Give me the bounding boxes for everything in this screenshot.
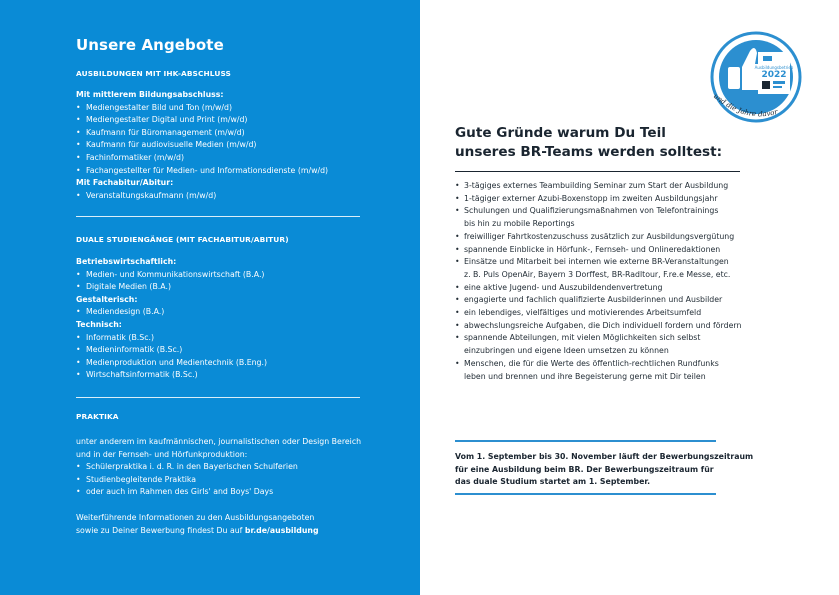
list-item: • Wirtschaftsinformatik (B.Sc.) xyxy=(76,369,267,382)
list-item: • Medien- und Kommunikationswirtschaft (B.A.) xyxy=(76,269,267,282)
training-company-badge xyxy=(702,31,814,131)
reason-item: • spannende Einblicke in Hörfunk-, Fernseh- und Onlineredaktionen xyxy=(455,244,741,257)
notice-top-rule xyxy=(455,440,716,442)
bwl-label: Betriebswirtschaftlich: xyxy=(76,257,177,266)
list-item: • Mediengestalter Digital und Print (m/w/d) xyxy=(76,114,328,127)
praktika-intro: unter anderem im kaufmännischen, journalistischen oder Design Bereich xyxy=(76,437,362,446)
badge-label: Ausbildungsbetrieb xyxy=(754,65,794,70)
duale-heading: DUALE STUDIENGÄNGE (MIT FACHABITUR/ABITUR) xyxy=(76,235,289,244)
more-info-prefix: sowie zu Deiner Bewerbung findest Du auf xyxy=(76,525,245,535)
ihk-list xyxy=(76,89,328,202)
headline-line2: unseres BR-Teams werden solltest: xyxy=(455,144,723,160)
reason-item: • 1-tägiger externer Azubi-Boxenstopp im zweiten Ausbildungsjahr xyxy=(455,193,741,206)
reason-item: • eine aktive Jugend- und Auszubildendenvertretung xyxy=(455,282,741,295)
ihk-group2-label: Mit Fachabitur/Abitur: xyxy=(76,178,174,188)
notice-bottom-rule xyxy=(455,493,716,495)
list-item: • Mediendesign (B.A.) xyxy=(76,306,267,319)
list-item: • Mediengestalter Bild und Ton (m/w/d) xyxy=(76,102,328,115)
reason-item: • abwechslungsreiche Aufgaben, die Dich individuell fordern und fördern xyxy=(455,320,741,333)
divider xyxy=(76,216,360,217)
ihk-heading: AUSBILDUNGEN MIT IHK-ABSCHLUSS xyxy=(76,69,231,78)
headline-line1: Gute Gründe warum Du Teil xyxy=(455,125,666,141)
more-info-line2 xyxy=(76,525,319,538)
list-item: • Informatik (B.Sc.) xyxy=(76,332,267,345)
badge-tagline: und die Jahre davor xyxy=(711,92,779,119)
list-item: • Schülerpraktika i. d. R. in den Bayerischen Schulferien xyxy=(76,461,361,474)
list-item: • Studienbegleitende Praktika xyxy=(76,474,361,487)
page-title: Unsere Angebote xyxy=(76,36,224,54)
reason-item-continued: bis hin zu mobile Reportings xyxy=(464,219,575,229)
reason-item: • engagierte und fachlich qualifizierte Ausbilderinnen und Ausbilder xyxy=(455,294,741,307)
application-notice xyxy=(455,451,753,489)
praktika-list xyxy=(76,436,361,499)
reason-item-continued: z. B. Puls OpenAir, Bayern 3 Dorffest, BR-Radltour, F.re.e Messe, etc. xyxy=(464,269,731,279)
gestalterisch-label: Gestalterisch: xyxy=(76,294,138,304)
more-info xyxy=(76,512,319,537)
reason-item: • ein lebendiges, vielfältiges und motivierendes Arbeitsumfeld xyxy=(455,307,741,320)
list-item: • Kaufmann für Büromanagement (m/w/d) xyxy=(76,127,328,140)
divider xyxy=(455,171,740,172)
praktika-heading: PRAKTIKA xyxy=(76,412,119,421)
reasons-list xyxy=(455,180,741,383)
ihk-group1-label: Mit mittlerem Bildungsabschluss: xyxy=(76,90,224,99)
badge-year: 2022 xyxy=(761,70,787,80)
reason-item-continued: einzubringen und eigene Ideen umsetzen zu können xyxy=(464,346,669,356)
reasons-headline xyxy=(455,124,722,162)
list-item: • Fachinformatiker (m/w/d) xyxy=(76,152,328,165)
notice-line1: Vom 1. September bis 30. November läuft der Bewerbungszeitraum xyxy=(455,452,754,461)
reason-item: • 3-tägiges externes Teambuilding Seminar zum Start der Ausbildung xyxy=(455,180,741,193)
reason-item: • Einsätze und Mitarbeit bei internen wie externe BR-Veranstaltungen xyxy=(455,256,741,269)
reason-item: • Menschen, die für die Werte des öffentlich-rechtlichen Rundfunks xyxy=(455,358,741,371)
reason-item: • spannende Abteilungen, mit vielen Möglichkeiten sich selbst xyxy=(455,332,741,345)
technisch-label: Technisch: xyxy=(76,319,122,329)
duale-list xyxy=(76,256,267,382)
list-item: • Kaufmann für audiovisuelle Medien (m/w/d) xyxy=(76,139,328,152)
reason-item-continued: leben und brennen und ihre Begeisterung gerne mit Dir teilen xyxy=(464,371,706,381)
praktika-intro-2: und in der Fernseh- und Hörfunkproduktion: xyxy=(76,449,248,459)
notice-line2: für eine Ausbildung beim BR. Der Bewerbungszeitraum für xyxy=(455,464,714,474)
list-item: • Veranstaltungskaufmann (m/w/d) xyxy=(76,190,328,203)
list-item: • oder auch im Rahmen des Girls' and Boys' Days xyxy=(76,486,361,499)
list-item: • Medieninformatik (B.Sc.) xyxy=(76,344,267,357)
list-item: • Digitale Medien (B.A.) xyxy=(76,281,267,294)
reason-item: • Schulungen und Qualifizierungsmaßnahmen von Telefontrainings xyxy=(455,205,741,218)
notice-line3: das duale Studium startet am 1. September. xyxy=(455,477,651,487)
list-item: • Fachangestellter für Medien- und Informationsdienste (m/w/d) xyxy=(76,165,328,178)
more-info-line1: Weiterführende Informationen zu den Ausbildungsangeboten xyxy=(76,513,315,522)
ausbildung-link[interactable]: br.de/ausbildung xyxy=(244,525,319,535)
list-item: • Medienproduktion und Medientechnik (B.Eng.) xyxy=(76,357,267,370)
reason-item: • freiwilliger Fahrtkostenzuschuss zusätzlich zur Ausbildungsvergütung xyxy=(455,231,741,244)
divider xyxy=(76,397,360,398)
